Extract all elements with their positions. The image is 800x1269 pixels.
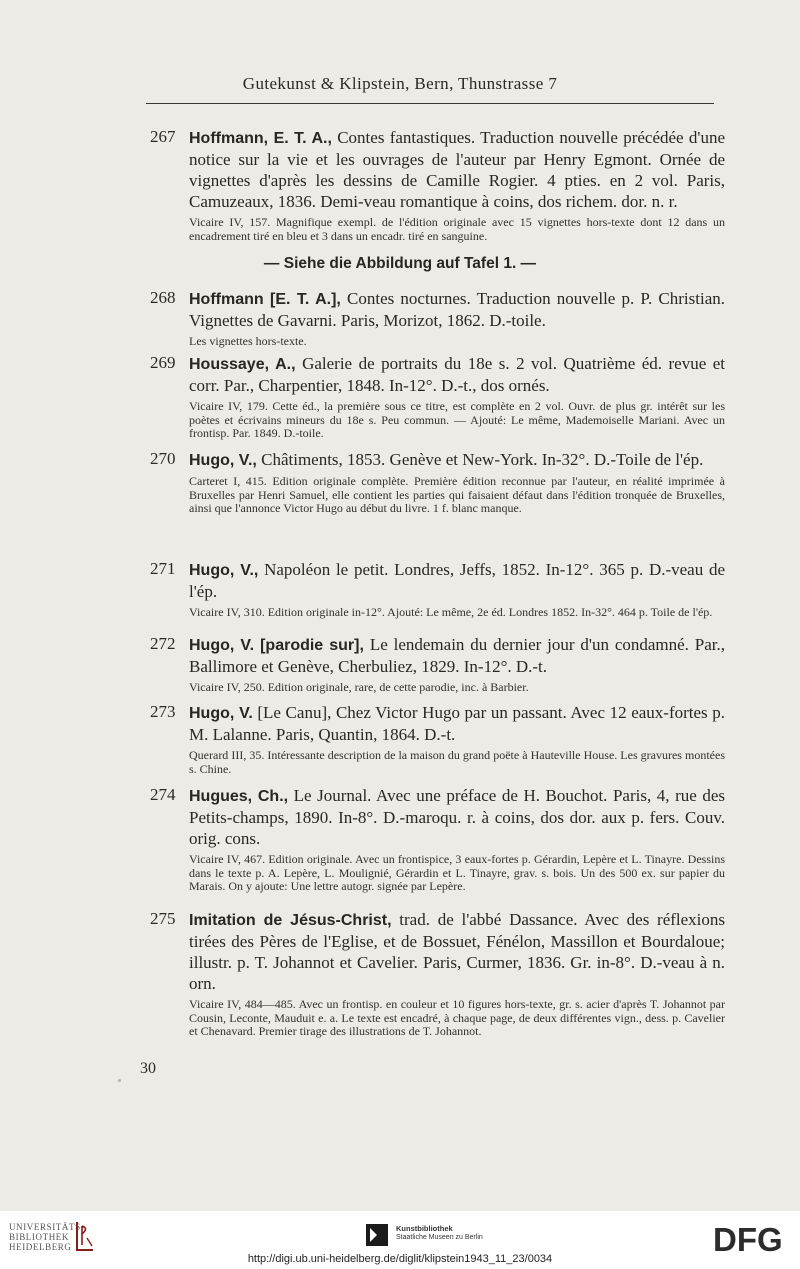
lot-number: 267: [150, 127, 176, 146]
university-logo-icon: [74, 1220, 96, 1254]
catalog-entry-271: [150, 559, 725, 620]
catalog-entry-269: [150, 353, 725, 441]
entry-text: [189, 127, 725, 212]
plate-reference: — Siehe die Abbildung auf Tafel 1. —: [263, 255, 537, 272]
entry-description: Galerie de portraits du 18e s. 2 vol. Quatrième éd. revue et corr. Par., Charpentier, 1848. In-12°. D.-t., dos ornés.: [189, 354, 726, 395]
entry-description: trad. de l'abbé Dassance. Avec des réflexions tirées des Pères de l'Eglise, et de Bossuet, Fénélon, Massillon et Bourdaloue; illustr. p. T. Johannot et Cavelier. Paris, Curmer, 1836. Gr. in-8°. D.-veau à n. orn.: [189, 910, 726, 993]
dfg-logo-icon: [713, 1222, 791, 1254]
running-head: Gutekunst & Klipstein, Bern, Thunstrasse 7: [242, 74, 558, 93]
catalog-entry-275: [150, 909, 725, 1039]
entry-author: Hoffmann, E. T. A.,: [189, 130, 332, 147]
entry-description: Le Journal. Avec une préface de H. Bouchot. Paris, 4, rue des Petits-champs, 1890. In-8°. D.-maroqu. r. à coins, dos dor. aux p. fers. Couv. orig. cons.: [189, 786, 726, 848]
source-url-link[interactable]: http://digi.ub.uni-heidelberg.de/diglit/klipstein1943_11_23/0034: [247, 1253, 553, 1265]
lot-number: 271: [150, 559, 176, 578]
lot-number: 268: [150, 288, 176, 307]
entry-author: Hugues, Ch.,: [189, 788, 289, 805]
entry-note: Vicaire IV, 484—485. Avec un frontisp. en couleur et 10 figures hors-texte, gr. s. acier d'après T. Johannot par Cousin, Leconte, Mauduit e. a. Le texte est encadré, à chaque page, de deux différentes vign., dess. p. Cavelier et Chenavard. Premier tirage des illustrations de T. Johannot.: [189, 997, 725, 1038]
page-number: 30: [140, 1060, 156, 1077]
digitization-footer: [0, 1211, 800, 1269]
entry-text: [189, 353, 725, 396]
lot-number: 275: [150, 909, 176, 928]
entry-author: Hugo, V.,: [189, 562, 259, 579]
entry-text: [189, 702, 725, 745]
entry-text: [189, 559, 725, 602]
catalog-entry-273: [150, 702, 725, 776]
entry-note: Querard III, 35. Intéressante description de la maison du grand poëte à Hauteville House. Les gravures montées s. Chine.: [189, 748, 725, 776]
entry-note: Vicaire IV, 250. Edition originale, rare, de cette parodie, inc. à Barbier.: [189, 680, 529, 694]
entry-note: Vicaire IV, 179. Cette éd., la première sous ce titre, est complète en 2 vol. Ouvr. de plus gr. intérêt sur les poètes et écrivains mineurs du 18e s. Peu commun. — Ajouté: Le même, Mademoiselle Mariani. Avec un frontisp. Par. 1849. D.-toile.: [189, 399, 725, 440]
entry-text: [189, 449, 725, 471]
catalog-entry-270: [150, 449, 725, 516]
entry-note: Vicaire IV, 310. Edition originale in-12°. Ajouté: Le même, 2e éd. Londres 1852. In-32°. 464 p. Toile de l'ép.: [189, 605, 713, 619]
catalog-entry-268: [150, 288, 725, 349]
catalog-entry-272: [150, 634, 725, 695]
entry-text: [189, 288, 725, 331]
entry-text: [189, 785, 725, 849]
entry-author: Imitation de Jésus-Christ,: [189, 912, 392, 929]
lot-number: 270: [150, 449, 176, 468]
entry-author: Hugo, V.,: [189, 452, 257, 469]
entry-author: Hoffmann [E. T. A.],: [189, 291, 341, 308]
entry-author: Hugo, V.: [189, 705, 253, 722]
entry-text: [189, 634, 725, 677]
entry-note: Vicaire IV, 157. Magnifique exempl. de l'édition originale avec 15 vignettes hors-texte dont 12 dans un encadrement tiré en bleu et 3 dans un encadr. tiré en sanguine.: [189, 215, 725, 243]
entry-description: [Le Canu], Chez Victor Hugo par un passant. Avec 12 eaux-fortes p. M. Lalanne. Paris, Quantin, 1864. D.-t.: [189, 703, 726, 744]
entry-description: Contes nocturnes. Traduction nouvelle p. P. Christian. Vignettes de Gavarni. Paris, Morizot, 1862. D.-toile.: [189, 289, 726, 330]
entry-note: Vicaire IV, 467. Edition originale. Avec un frontispice, 3 eaux-fortes p. Gérardin, Lepère et L. Tinayre. Dessins dans le texte p. A. Lepère, L. Moulignié, Gérardin et L. Tinayre, grav. s. bois. Un des 500 ex. sur papier du Marais. On y ajoute: Une lettre autogr. signée par Lepère.: [189, 852, 725, 893]
university-library-name: UNIVERSITÄTS- BIBLIOTHEK HEIDELBERG: [9, 1222, 85, 1252]
entry-description: Contes fantastiques. Traduction nouvelle précédée d'une notice sur la vie et les ouvrages de l'auteur par Henry Egmont. Ornée de vignettes d'après les dessins de Camille Rogier. 4 pties. en 2 vol. Paris, Camuzeaux, 1836. Demi-veau romantique à coins, dos richem. dor. n. r.: [189, 128, 725, 211]
paper-spot: [118, 1079, 121, 1082]
lot-number: 272: [150, 634, 176, 653]
lot-number: 269: [150, 353, 176, 372]
entry-note: Carteret I, 415. Edition originale complète. Première édition reconnue par l'auteur, en réalité imprimée à Bruxelles par Henri Samuel, elle contient les parties qui faisaient défaut dans l'édition tronquée de Bruxelles, ainsi que l'annonce Victor Hugo au début du livre. 1 f. blanc manque.: [189, 474, 725, 515]
entry-text: [189, 909, 725, 994]
entry-description: Le lendemain du dernier jour d'un condamné. Par., Ballimore et Genève, Cherbuliez, 1829. In-12°. D.-t.: [189, 635, 726, 676]
lot-number: 273: [150, 702, 176, 721]
kunstbibliothek-logo-icon: [366, 1224, 388, 1246]
svg-text:DFG: DFG: [713, 1222, 783, 1254]
entry-author: Hugo, V. [parodie sur],: [189, 637, 364, 654]
entry-description: Napoléon le petit. Londres, Jeffs, 1852. In-12°. 365 p. D.-veau de l'ép.: [189, 560, 726, 601]
kunstbibliothek-label: Kunstbibliothek Staatliche Museen zu Berlin: [396, 1224, 483, 1241]
entry-description: Châtiments, 1853. Genève et New-York. In-32°. D.-Toile de l'ép.: [261, 450, 704, 469]
entry-author: Houssaye, A.,: [189, 356, 296, 373]
catalog-entry-267: [150, 127, 725, 243]
catalog-entry-274: [150, 785, 725, 894]
lot-number: 274: [150, 785, 176, 804]
entry-note: Les vignettes hors-texte.: [189, 334, 307, 348]
header-rule: [146, 103, 714, 104]
